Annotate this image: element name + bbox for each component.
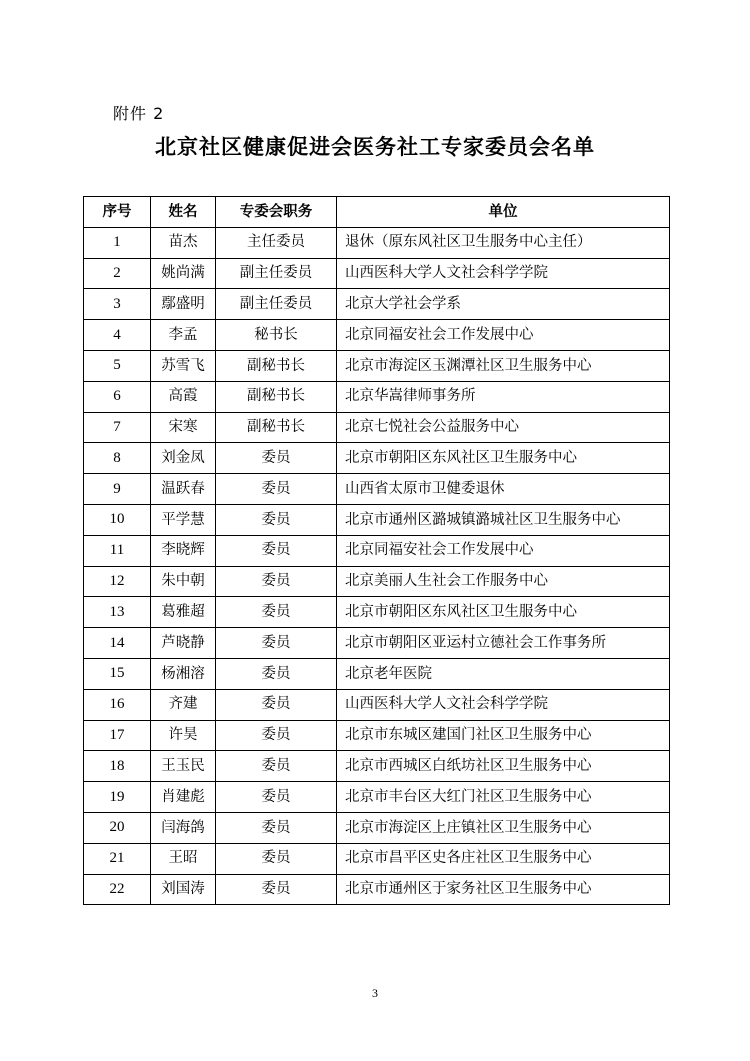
table-row (84, 751, 670, 782)
cell-organization: 北京市丰台区大红门社区卫生服务中心 (337, 782, 670, 813)
table-row (84, 658, 670, 689)
cell-organization: 北京市东城区建国门社区卫生服务中心 (337, 720, 670, 751)
cell-organization: 北京美丽人生社会工作服务中心 (337, 566, 670, 597)
cell-number: 2 (84, 258, 151, 289)
cell-name: 高霞 (151, 381, 216, 412)
table-row (84, 720, 670, 751)
header-name: 姓名 (151, 197, 216, 228)
committee-table (83, 196, 670, 905)
cell-number: 21 (84, 843, 151, 874)
cell-number: 16 (84, 689, 151, 720)
cell-role: 委员 (216, 566, 337, 597)
table-row (84, 628, 670, 659)
cell-role: 委员 (216, 874, 337, 905)
cell-organization: 山西医科大学人文社会科学学院 (337, 258, 670, 289)
cell-organization: 北京老年医院 (337, 658, 670, 689)
table-row (84, 474, 670, 505)
cell-name: 闫海鸽 (151, 812, 216, 843)
cell-number: 11 (84, 535, 151, 566)
document-title: 北京社区健康促进会医务社工专家委员会名单 (155, 134, 595, 159)
cell-role: 副主任委员 (216, 258, 337, 289)
table-row (84, 843, 670, 874)
table-row (84, 812, 670, 843)
cell-role: 委员 (216, 628, 337, 659)
cell-number: 13 (84, 597, 151, 628)
cell-organization: 北京市昌平区史各庄社区卫生服务中心 (337, 843, 670, 874)
cell-role: 委员 (216, 720, 337, 751)
cell-name: 刘金凤 (151, 443, 216, 474)
cell-role: 委员 (216, 504, 337, 535)
table-row (84, 227, 670, 258)
cell-number: 18 (84, 751, 151, 782)
table-row (84, 535, 670, 566)
cell-role: 委员 (216, 812, 337, 843)
table-body (84, 227, 670, 905)
cell-number: 8 (84, 443, 151, 474)
cell-role: 委员 (216, 751, 337, 782)
cell-role: 委员 (216, 782, 337, 813)
attachment-label: 附件 2 (113, 104, 165, 123)
table-row (84, 782, 670, 813)
cell-organization: 退休（原东风社区卫生服务中心主任） (337, 227, 670, 258)
cell-role: 委员 (216, 658, 337, 689)
table-row (84, 597, 670, 628)
cell-name: 鄢盛明 (151, 289, 216, 320)
cell-name: 葛雅超 (151, 597, 216, 628)
table-row (84, 443, 670, 474)
cell-number: 20 (84, 812, 151, 843)
cell-organization: 北京市海淀区玉渊潭社区卫生服务中心 (337, 350, 670, 381)
cell-role: 副秘书长 (216, 350, 337, 381)
cell-organization: 北京七悦社会公益服务中心 (337, 412, 670, 443)
table-row (84, 689, 670, 720)
table-row (84, 320, 670, 351)
cell-organization: 北京同福安社会工作发展中心 (337, 320, 670, 351)
cell-organization: 北京市通州区潞城镇潞城社区卫生服务中心 (337, 504, 670, 535)
header-organization: 单位 (337, 197, 670, 228)
cell-number: 10 (84, 504, 151, 535)
table-row (84, 381, 670, 412)
table-row (84, 289, 670, 320)
cell-role: 委员 (216, 689, 337, 720)
cell-name: 芦晓静 (151, 628, 216, 659)
cell-name: 姚尚满 (151, 258, 216, 289)
cell-name: 苏雪飞 (151, 350, 216, 381)
header-number: 序号 (84, 197, 151, 228)
cell-name: 许昊 (151, 720, 216, 751)
cell-organization: 山西省太原市卫健委退休 (337, 474, 670, 505)
cell-name: 刘国涛 (151, 874, 216, 905)
table-row (84, 566, 670, 597)
cell-role: 副秘书长 (216, 412, 337, 443)
cell-organization: 山西医科大学人文社会科学学院 (337, 689, 670, 720)
cell-organization: 北京市西城区白纸坊社区卫生服务中心 (337, 751, 670, 782)
cell-name: 朱中朝 (151, 566, 216, 597)
cell-name: 杨湘溶 (151, 658, 216, 689)
page-number: 3 (372, 986, 378, 1000)
cell-name: 平学慧 (151, 504, 216, 535)
cell-organization: 北京华嵩律师事务所 (337, 381, 670, 412)
cell-number: 17 (84, 720, 151, 751)
cell-name: 王玉民 (151, 751, 216, 782)
cell-name: 齐建 (151, 689, 216, 720)
cell-number: 6 (84, 381, 151, 412)
table-row (84, 258, 670, 289)
cell-name: 李孟 (151, 320, 216, 351)
cell-role: 委员 (216, 843, 337, 874)
cell-role: 主任委员 (216, 227, 337, 258)
cell-role: 副秘书长 (216, 381, 337, 412)
cell-number: 1 (84, 227, 151, 258)
cell-number: 4 (84, 320, 151, 351)
header-role: 专委会职务 (216, 197, 337, 228)
cell-role: 委员 (216, 443, 337, 474)
cell-number: 5 (84, 350, 151, 381)
cell-organization: 北京市海淀区上庄镇社区卫生服务中心 (337, 812, 670, 843)
cell-name: 王昭 (151, 843, 216, 874)
cell-name: 温跃春 (151, 474, 216, 505)
cell-role: 副主任委员 (216, 289, 337, 320)
cell-role: 委员 (216, 474, 337, 505)
cell-organization: 北京同福安社会工作发展中心 (337, 535, 670, 566)
cell-name: 宋寒 (151, 412, 216, 443)
cell-number: 9 (84, 474, 151, 505)
table-row (84, 874, 670, 905)
table-row (84, 412, 670, 443)
cell-role: 委员 (216, 535, 337, 566)
cell-number: 12 (84, 566, 151, 597)
cell-organization: 北京大学社会学系 (337, 289, 670, 320)
cell-name: 李晓辉 (151, 535, 216, 566)
cell-organization: 北京市朝阳区亚运村立德社会工作事务所 (337, 628, 670, 659)
cell-organization: 北京市朝阳区东风社区卫生服务中心 (337, 597, 670, 628)
cell-organization: 北京市朝阳区东风社区卫生服务中心 (337, 443, 670, 474)
cell-name: 苗杰 (151, 227, 216, 258)
cell-number: 22 (84, 874, 151, 905)
cell-number: 3 (84, 289, 151, 320)
cell-number: 7 (84, 412, 151, 443)
cell-role: 委员 (216, 597, 337, 628)
cell-name: 肖建彪 (151, 782, 216, 813)
cell-organization: 北京市通州区于家务社区卫生服务中心 (337, 874, 670, 905)
table-row (84, 504, 670, 535)
cell-number: 14 (84, 628, 151, 659)
cell-number: 19 (84, 782, 151, 813)
table-header-row (84, 197, 670, 228)
cell-role: 秘书长 (216, 320, 337, 351)
cell-number: 15 (84, 658, 151, 689)
table-row (84, 350, 670, 381)
